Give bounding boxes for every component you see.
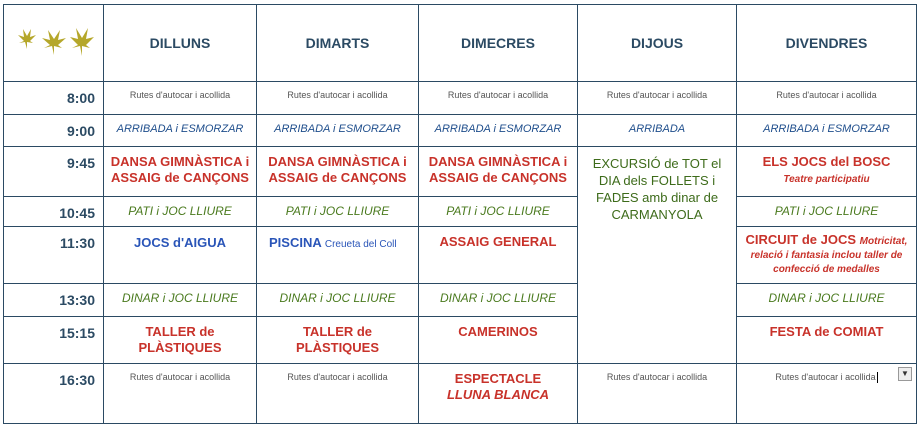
dansa-line-1: DANSA GIMNÀSTICA i [110, 154, 250, 169]
piscina-title: PISCINA [269, 235, 322, 250]
cell-arribada-esmorzar: ARRIBADA i ESMORZAR [104, 115, 257, 147]
leaf-icon [14, 23, 96, 59]
day-header-3: DIJOUS [578, 5, 737, 82]
cell-camerinos: CAMERINOS [419, 317, 578, 364]
taller-line-1: TALLER de [145, 324, 215, 339]
cell-arribada-esmorzar: ARRIBADA i ESMORZAR [419, 115, 578, 147]
cell-rutes: Rutes d'autocar i acollida [257, 364, 419, 424]
circuit-title: CIRCUIT de JOCS [745, 232, 857, 247]
cell-taller [104, 317, 257, 364]
cell-dansa [257, 147, 419, 197]
dansa-line-2: ASSAIG de CANÇONS [268, 170, 407, 185]
cell-circuit [737, 227, 917, 284]
jocs-bosc-title: ELS JOCS del BOSC [762, 154, 891, 169]
day-header-2: DIMECRES [419, 5, 578, 82]
cell-festa: FESTA de COMIAT [737, 317, 917, 364]
cell-jocs-aigua: JOCS d'AIGUA [104, 227, 257, 284]
circuit-description: Motricitat, relació i fantasia inclou taller de confecció de medalles [750, 236, 908, 275]
time-label: 8:00 [4, 82, 104, 115]
row-0900 [4, 115, 917, 147]
espectacle-line-2: LLUNA BLANCA [446, 387, 550, 402]
cell-dinar: DINAR i JOC LLIURE [257, 284, 419, 317]
time-label: 15:15 [4, 317, 104, 364]
cell-dinar: DINAR i JOC LLIURE [419, 284, 578, 317]
row-1630 [4, 364, 917, 424]
excursio-text: EXCURSIÓ de TOT el DIA dels FOLLETS i FADES amb dinar de CARMANYOLA [592, 156, 722, 222]
piscina-location: Creueta del Coll [324, 239, 397, 250]
day-header-0: DILLUNS [104, 5, 257, 82]
cell-rutes: Rutes d'autocar i acollida [257, 82, 419, 115]
dansa-line-2: ASSAIG de CANÇONS [429, 170, 567, 185]
header-row [4, 5, 917, 82]
cell-espectacle [419, 364, 578, 424]
cell-pati: PATI i JOC LLIURE [104, 197, 257, 227]
cell-rutes: Rutes d'autocar i acollida [419, 82, 578, 115]
teatre-subtitle: Teatre participatiu [783, 174, 870, 185]
cell-dinar: DINAR i JOC LLIURE [737, 284, 917, 317]
cell-jocs-bosc [737, 147, 917, 197]
day-header-1: DIMARTS [257, 5, 419, 82]
time-label: 9:00 [4, 115, 104, 147]
cell-assaig-general: ASSAIG GENERAL [419, 227, 578, 284]
cell-pati: PATI i JOC LLIURE [257, 197, 419, 227]
dansa-line-1: DANSA GIMNÀSTICA i [428, 154, 568, 169]
cell-rutes: Rutes d'autocar i acollida [578, 364, 737, 424]
cell-pati: PATI i JOC LLIURE [419, 197, 578, 227]
row-1330 [4, 284, 917, 317]
cell-pati: PATI i JOC LLIURE [737, 197, 917, 227]
cell-rutes: Rutes d'autocar i acollida [578, 82, 737, 115]
cell-excursio [578, 147, 737, 364]
row-1515 [4, 317, 917, 364]
text-cursor [877, 372, 878, 383]
taller-line-2: PLÀSTIQUES [295, 340, 380, 355]
espectacle-line-1: ESPECTACLE [454, 371, 542, 386]
dropdown-arrow-icon[interactable]: ▼ [898, 367, 912, 381]
cell-rutes-editing[interactable] [737, 364, 917, 424]
schedule-table [3, 4, 917, 424]
time-label: 11:30 [4, 227, 104, 284]
cell-rutes: Rutes d'autocar i acollida [104, 82, 257, 115]
cell-arribada-esmorzar: ARRIBADA i ESMORZAR [737, 115, 917, 147]
time-label: 9:45 [4, 147, 104, 197]
cell-dinar: DINAR i JOC LLIURE [104, 284, 257, 317]
cell-rutes: Rutes d'autocar i acollida [737, 82, 917, 115]
day-header-4: DIVENDRES [737, 5, 917, 82]
logo-cell [4, 5, 104, 82]
cell-dansa [419, 147, 578, 197]
taller-line-1: TALLER de [302, 324, 373, 339]
cell-dansa [104, 147, 257, 197]
row-1130 [4, 227, 917, 284]
time-label: 16:30 [4, 364, 104, 424]
row-0945 [4, 147, 917, 197]
cell-piscina [257, 227, 419, 284]
time-label: 13:30 [4, 284, 104, 317]
time-label: 10:45 [4, 197, 104, 227]
cell-taller [257, 317, 419, 364]
cell-arribada: ARRIBADA [578, 115, 737, 147]
taller-line-2: PLÀSTIQUES [138, 340, 222, 355]
cell-rutes: Rutes d'autocar i acollida [104, 364, 257, 424]
row-0800 [4, 82, 917, 115]
cell-arribada-esmorzar: ARRIBADA i ESMORZAR [257, 115, 419, 147]
cell-rutes-text: Rutes d'autocar i acollida [775, 372, 876, 382]
dansa-line-2: ASSAIG de CANÇONS [111, 170, 249, 185]
row-1045 [4, 197, 917, 227]
dansa-line-1: DANSA GIMNÀSTICA i [268, 154, 407, 169]
